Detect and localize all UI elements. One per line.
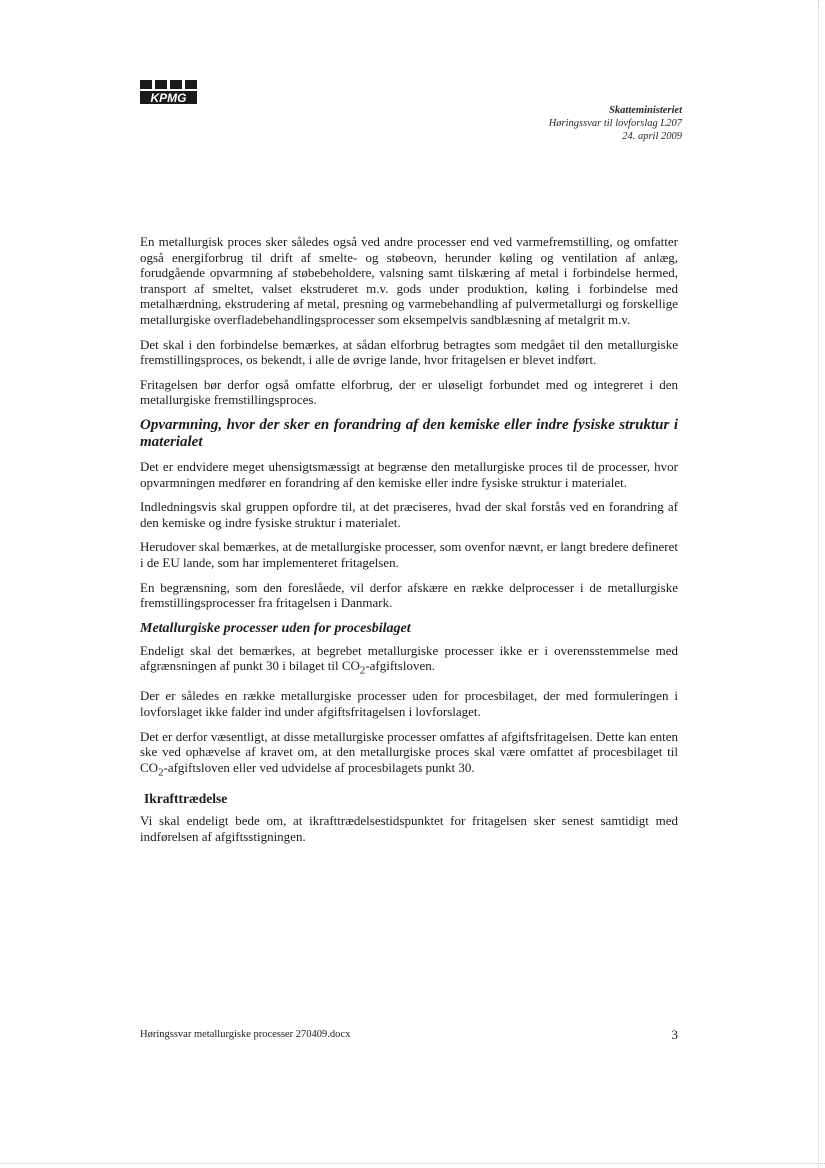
page-footer <box>140 1029 678 1040</box>
document-body <box>140 234 678 853</box>
paragraph: Det skal i den forbindelse bemærkes, at sådan elforbrug betragtes som medgået til den metallurgiske fremstillingsproces, os bekendt, i alle de øvrige lande, hvor fritagelsen er blevet indført. <box>140 336 678 368</box>
page-edge-bottom <box>0 1163 825 1164</box>
paragraph-text: -afgiftsloven eller ved udvidelse af procesbilagets punkt 30. <box>163 759 475 775</box>
section-heading-ikrafttraedelse: Ikrafttrædelse <box>144 791 228 807</box>
paragraph-text: -afgiftsloven. <box>365 658 435 674</box>
paragraph: Der er således en række metallurgiske processer uden for procesbilaget, der med formuleringen i lovforslaget ikke falder ind under afgiftsfritagelsen i lovforslaget. <box>140 688 678 720</box>
paragraph <box>140 729 678 781</box>
paragraph-text: Det er derfor væsentligt, at disse metallurgiske processer omfattes af afgiftsfritagelsen. Dette kan enten ske ved ophævelse af kravet om, at den metallurgiske proces skal være omfattet af procesbilaget til CO <box>140 728 678 775</box>
letter-date: 24. april 2009 <box>622 131 682 142</box>
ministry-name: Skatteministeriet <box>609 105 682 116</box>
paragraph: Indledningsvis skal gruppen opfordre til, at det præciseres, hvad der skal forstås ved en forandring af den kemiske og indre fysiske struktur i materialet. <box>140 499 678 530</box>
paragraph <box>140 643 678 680</box>
section-heading-procesbilaget: Metallurgiske processer uden for procesbilaget <box>140 620 411 636</box>
paragraph: Fritagelsen bør derfor også omfatte elforbrug, der er uløseligt forbundet med og integreret i den metallurgiske fremstillingsproces. <box>140 376 678 408</box>
section-heading-opvarmning: Opvarmning, hvor der sker en forandring af den kemiske eller indre fysiske struktur i materialet <box>140 416 678 450</box>
logo-text: KPMG <box>150 91 187 104</box>
paragraph: En begrænsning, som den foreslåede, vil derfor afskære en række delprocesser i de metallurgiske fremstillingsprocesser fra fritagelsen i Danmark. <box>140 579 678 611</box>
paragraph: En metallurgisk proces sker således også ved andre processer end ved varmefremstilling, og omfatter også energiforbrug til drift af smelte- og støbeovn, herunder køling og ventilation af anlæg, forudgående opvarmning af støbebeholdere, valsning samt tilskæring af metal i forbindelse hermed, transport af smeltet, valset ekstruderet m.v. gods under produktion, køling i forbindelse med metalhærdning, ekstrudering af metal, presning og varmebehandling af pulvermetallurgi og forskellige metallurgiske overfladebehandlingsprocesser som eksempelvis sandblæsning af metalgrit m.v. <box>140 234 678 327</box>
paragraph: Det er endvidere meget uhensigtsmæssigt at begrænse den metallurgiske proces til de processer, hvor opvarmningen medfører en forandring af den kemiske eller indre fysiske struktur i materialet. <box>140 458 678 490</box>
page-edge-right <box>818 0 819 1168</box>
paragraph-text: Endeligt skal det bemærkes, at begrebet metallurgiske processer ikke er i overensstemmelse med afgrænsningen af punkt 30 i bilaget til CO <box>140 642 678 674</box>
subscript: 2 <box>359 664 366 677</box>
footer-filename: Høringssvar metallurgiske processer 270409.docx <box>140 1029 351 1040</box>
paragraph: Herudover skal bemærkes, at de metallurgiske processer, som ovenfor nævnt, er langt bredere defineret i de EU lande, som har implementeret fritagelsen. <box>140 539 678 570</box>
letter-header <box>422 104 682 143</box>
subscript: 2 <box>158 766 164 779</box>
page-number: 3 <box>671 1027 678 1042</box>
paragraph: Vi skal endeligt bede om, at ikrafttrædelsestidspunktet for fritagelsen sker senest samtidigt med indførelsen af afgiftsstigningen. <box>140 813 678 844</box>
letter-subject: Høringssvar til lovforslag L207 <box>548 118 682 129</box>
kpmg-logo <box>140 80 198 104</box>
